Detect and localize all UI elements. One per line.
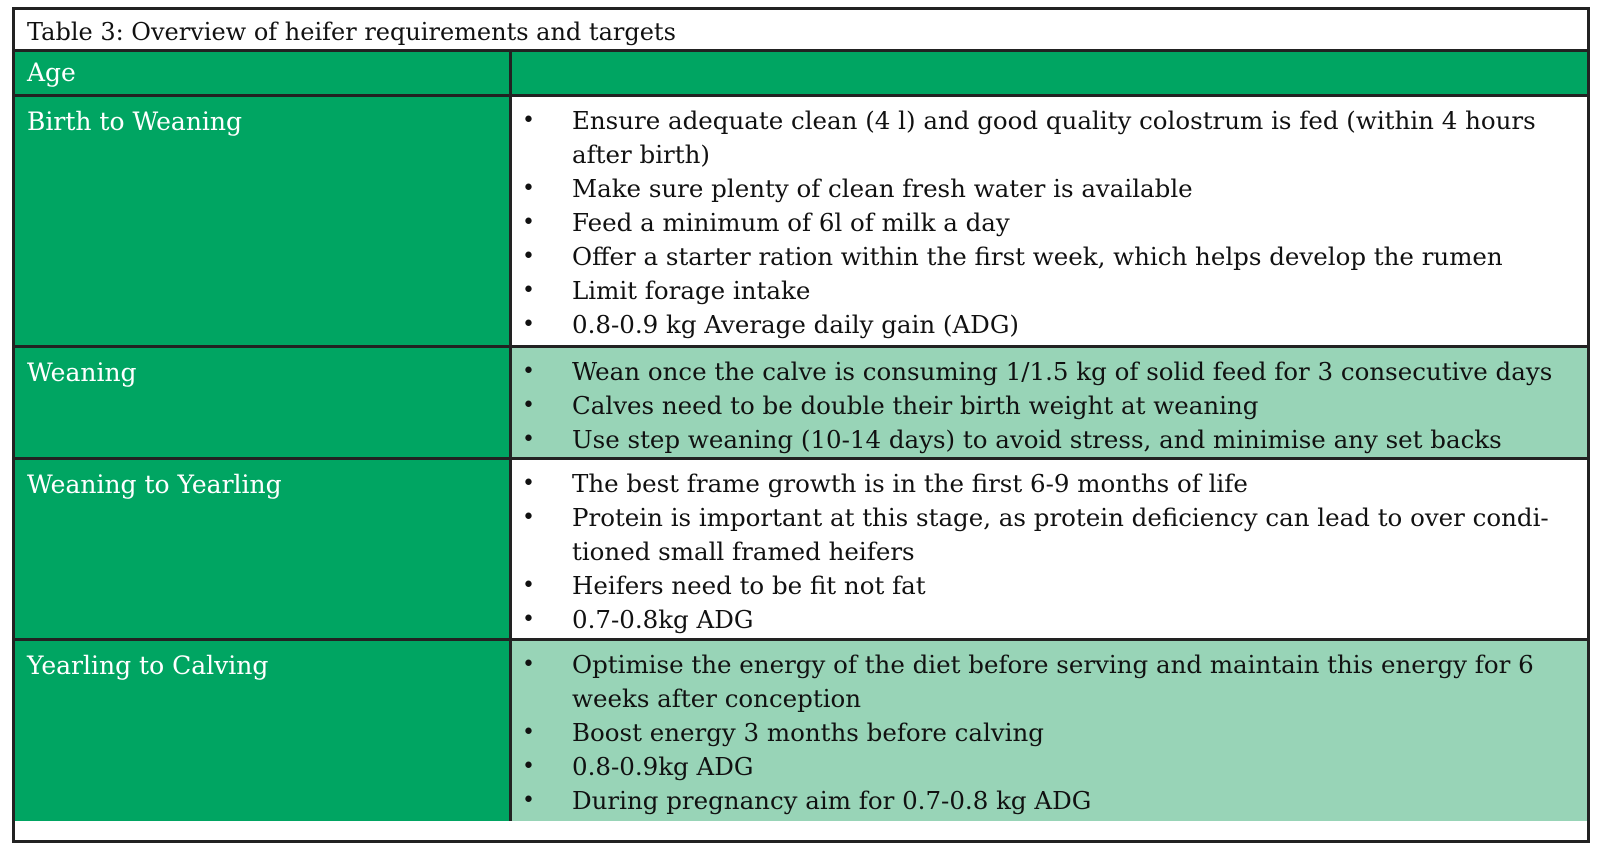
age-cell: Yearling to Calving — [15, 641, 512, 821]
age-cell: Weaning to Yearling — [15, 460, 512, 638]
table-title: Table 3: Overview of heifer requirements and targets — [15, 10, 1587, 52]
requirements-list — [512, 648, 1567, 818]
requirements-list — [512, 467, 1567, 637]
list-item: • Ensure adequate clean (4 l) and good quality colostrum is fed (within 4 hours after birth) — [512, 104, 1567, 172]
list-item: • 0.7-0.8kg ADG — [512, 603, 1567, 637]
list-item: • During pregnancy aim for 0.7-0.8 kg ADG — [512, 784, 1567, 818]
requirements-cell — [512, 460, 1587, 638]
list-item: • Heifers need to be fit not fat — [512, 569, 1567, 603]
age-column-header: Age — [15, 52, 512, 94]
list-item: • Limit forage intake — [512, 274, 1567, 308]
table-row-weaning — [15, 348, 1587, 460]
list-item: • Boost energy 3 months before calving — [512, 716, 1567, 750]
age-cell: Weaning — [15, 348, 512, 457]
table-row-birth-to-weaning — [15, 97, 1587, 348]
requirements-cell — [512, 348, 1587, 457]
list-item: • Protein is important at this stage, as protein deficiency can lead to over condi-tioned small framed heifers — [512, 501, 1567, 569]
list-item: • Calves need to be double their birth weight at weaning — [512, 389, 1567, 423]
heifer-requirements-table — [12, 7, 1590, 843]
table-row-yearling-to-calving — [15, 641, 1587, 821]
age-cell: Birth to Weaning — [15, 97, 512, 345]
list-item: • Use step weaning (10-14 days) to avoid stress, and minimise any set backs — [512, 423, 1567, 457]
list-item: • The best frame growth is in the first 6-9 months of life — [512, 467, 1567, 501]
list-item: • Wean once the calve is consuming 1/1.5 kg of solid feed for 3 consecutive days — [512, 355, 1567, 389]
list-item: • Feed a minimum of 6l of milk a day — [512, 206, 1567, 240]
requirements-list — [512, 355, 1567, 457]
table-row-weaning-to-yearling — [15, 460, 1587, 641]
list-item: • Optimise the energy of the diet before serving and maintain this energy for 6 weeks after conception — [512, 648, 1567, 716]
requirements-cell — [512, 97, 1587, 345]
list-item: • Offer a starter ration within the first week, which helps develop the rumen — [512, 240, 1567, 274]
requirements-list — [512, 104, 1567, 342]
details-column-header — [512, 52, 1587, 94]
table-header-row — [15, 52, 1587, 97]
list-item: • 0.8-0.9 kg Average daily gain (ADG) — [512, 308, 1567, 342]
list-item: • 0.8-0.9kg ADG — [512, 750, 1567, 784]
list-item: • Make sure plenty of clean fresh water is available — [512, 172, 1567, 206]
requirements-cell — [512, 641, 1587, 821]
